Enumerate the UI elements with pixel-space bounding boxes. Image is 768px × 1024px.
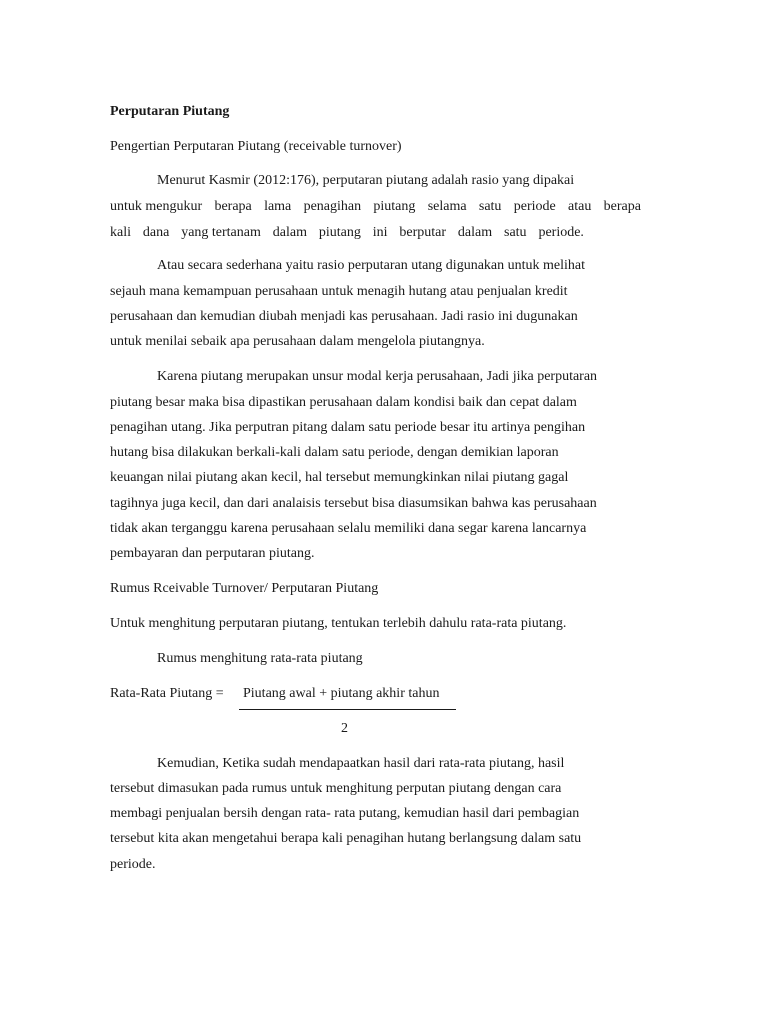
rumus-intro: Untuk menghitung perputaran piutang, tentukan terlebih dahulu rata-rata piutang.: [110, 616, 567, 631]
word: periode: [513, 199, 556, 214]
paragraph-line: penagihan utang. Jika perputran pitang dalam satu periode besar itu artinya pengihan: [110, 420, 586, 435]
section-heading: Perputaran Piutang: [110, 104, 230, 119]
rumus-subheading: Rumus menghitung rata-rata piutang: [157, 651, 363, 666]
formula-numerator: Piutang awal + piutang akhir tahun: [243, 686, 440, 701]
paragraph-line: keuangan nilai piutang akan kecil, hal tersebut memungkinkan nilai piutang gagal: [110, 470, 569, 485]
word: satu: [504, 225, 527, 240]
word: berapa: [603, 199, 641, 214]
paragraph-line: tersebut kita akan mengetahui berapa kali penagihan hutang berlangsung dalam satu: [110, 831, 582, 846]
paragraph-line: periode.: [110, 857, 156, 872]
word: berputar: [399, 225, 447, 240]
word: piutang: [373, 199, 416, 214]
paragraph-line: tersebut dimasukan pada rumus untuk menghitung perputan piutang dengan cara: [110, 781, 562, 796]
paragraph-line: untuk menilai sebaik apa perusahaan dalam mengelola piutangnya.: [110, 334, 485, 349]
word: berapa: [214, 199, 252, 214]
paragraph-line-justified: [110, 224, 584, 242]
paragraph-line: Atau secara sederhana yaitu rasio perputaran utang digunakan untuk melihat: [157, 258, 586, 273]
word: ini: [372, 225, 388, 240]
paragraph-line: tidak akan terganggu karena perusahaan selalu memiliki dana segar karena lancarnya: [110, 521, 587, 536]
word: dana: [142, 225, 170, 240]
formula-lhs: Rata-Rata Piutang =: [110, 686, 224, 701]
paragraph-line: pembayaran dan perputaran piutang.: [110, 546, 315, 561]
word: periode.: [538, 225, 584, 240]
formula-denominator: 2: [341, 721, 348, 736]
subsection-heading: Pengertian Perputaran Piutang (receivable turnover): [110, 139, 402, 154]
paragraph-line-justified: [110, 198, 641, 216]
paragraph-line: tagihnya juga kecil, dan dari analaisis tersebut bisa diasumsikan bahwa kas perusahaan: [110, 496, 597, 511]
word: satu: [478, 199, 502, 214]
paragraph-line: Kemudian, Ketika sudah mendapaatkan hasil dari rata-rata piutang, hasil: [157, 756, 565, 771]
word: dalam: [272, 225, 307, 240]
word: atau: [568, 199, 592, 214]
paragraph-line: membagi penjualan bersih dengan rata- rata putang, kemudian hasil dari pembagian: [110, 806, 580, 821]
word: yang tertanam: [181, 225, 261, 240]
word: untuk mengukur: [110, 199, 203, 214]
paragraph-line: Menurut Kasmir (2012:176), perputaran piutang adalah rasio yang dipakai: [157, 173, 575, 188]
paragraph-line: hutang bisa dilakukan berkali-kali dalam satu periode, dengan demikian laporan: [110, 445, 559, 460]
paragraph-line: Karena piutang merupakan unsur modal kerja perusahaan, Jadi jika perputaran: [157, 369, 598, 384]
word: dalam: [457, 225, 493, 240]
paragraph-line: perusahaan dan kemudian diubah menjadi kas perusahaan. Jadi rasio ini dugunakan: [110, 309, 578, 324]
word: penagihan: [303, 199, 362, 214]
word: selama: [427, 199, 467, 214]
rumus-heading: Rumus Rceivable Turnover/ Perputaran Piutang: [110, 581, 379, 596]
paragraph-line: piutang besar maka bisa dipastikan perusahaan dalam kondisi baik dan cepat dalam: [110, 395, 577, 410]
word: piutang: [318, 225, 361, 240]
word: kali: [110, 225, 131, 240]
fraction-bar: [239, 709, 456, 710]
paragraph-line: sejauh mana kemampuan perusahaan untuk menagih hutang atau penjualan kredit: [110, 284, 568, 299]
word: lama: [264, 199, 292, 214]
